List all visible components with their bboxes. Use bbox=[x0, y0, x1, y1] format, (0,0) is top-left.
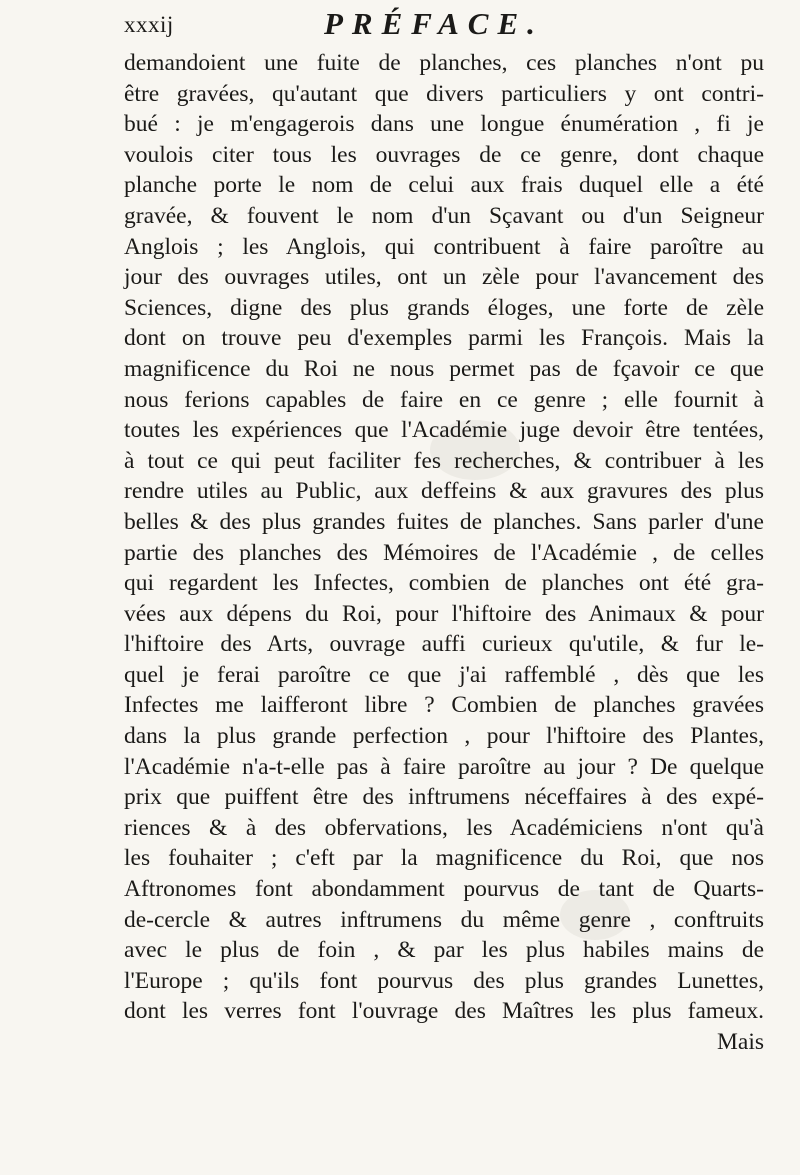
text-line: dont on trouve peu d'exemples parmi les François. Mais la bbox=[124, 325, 764, 352]
text-line: Infectes me laifferont libre ? Combien de planches gravées bbox=[124, 692, 764, 719]
text-line: avec le plus de foin , & par les plus habiles mains de bbox=[124, 937, 764, 964]
text-line: demandoient une fuite de planches, ces planches n'ont pu bbox=[124, 50, 764, 76]
text-line: vées aux dépens du Roi, pour l'hiftoire des Animaux & pour bbox=[124, 600, 764, 627]
text-line: quel je ferai paroître ce que j'ai raffemblé , dès que les bbox=[124, 661, 764, 688]
text-line: Anglois ; les Anglois, qui contribuent à faire paroître au bbox=[124, 233, 764, 260]
text-line: gravée, & fouvent le nom d'un Sçavant ou d'un Seigneur bbox=[124, 202, 764, 229]
text-line: voulois citer tous les ouvrages de ce genre, dont chaque bbox=[124, 141, 764, 168]
text-line: prix que puiffent être des inftrumens néceffaires à des expé- bbox=[124, 784, 764, 811]
text-line: jour des ouvrages utiles, ont un zèle pour l'avancement des bbox=[124, 264, 764, 291]
text-line: dans la plus grande perfection , pour l'hiftoire des Plantes, bbox=[124, 723, 764, 750]
text-line: bué : je m'engagerois dans une longue énumération , fi je bbox=[124, 111, 764, 138]
text-line: planche porte le nom de celui aux frais duquel elle a été bbox=[124, 172, 764, 199]
body-text bbox=[124, 48, 764, 1058]
text-line: nous ferions capables de faire en ce genre ; elle fournit à bbox=[124, 386, 764, 413]
text-line: de-cercle & autres inftrumens du même genre , conftruits bbox=[124, 906, 764, 933]
text-line: Aftronomes font abondamment pourvus de tant de Quarts- bbox=[124, 876, 764, 903]
text-line: magnificence du Roi ne nous permet pas de fçavoir ce que bbox=[124, 355, 764, 382]
text-line: Sciences, digne des plus grands éloges, une forte de zèle bbox=[124, 294, 764, 321]
text-line: dont les verres font l'ouvrage des Maîtres les plus fameux. bbox=[124, 998, 764, 1025]
catchword: Mais bbox=[717, 1029, 764, 1055]
text-line: l'Académie n'a-t-elle pas à faire paroître au jour ? De quelque bbox=[124, 753, 764, 780]
running-title: PRÉFACE. bbox=[324, 6, 544, 41]
page-header bbox=[124, 4, 764, 44]
text-line: l'Europe ; qu'ils font pourvus des plus grandes Lunettes, bbox=[124, 967, 764, 994]
text-line: rendre utiles au Public, aux deffeins & aux gravures des plus bbox=[124, 478, 764, 505]
text-line: qui regardent les Infectes, combien de planches ont été gra- bbox=[124, 570, 764, 597]
text-line: belles & des plus grandes fuites de planches. Sans parler d'une bbox=[124, 508, 764, 535]
text-line: être gravées, qu'autant que divers particuliers y ont contri- bbox=[124, 80, 764, 107]
text-line: partie des planches des Mémoires de l'Académie , de celles bbox=[124, 539, 764, 566]
page-number: xxxij bbox=[124, 12, 174, 37]
text-line: l'hiftoire des Arts, ouvrage auffi curieux qu'utile, & fur le- bbox=[124, 631, 764, 658]
text-line: les fouhaiter ; c'eft par la magnificence du Roi, que nos bbox=[124, 845, 764, 872]
text-line: riences & à des obfervations, les Académiciens n'ont qu'à bbox=[124, 814, 764, 841]
text-line: toutes les expériences que l'Académie juge devoir être tentées, bbox=[124, 417, 764, 444]
text-line: à tout ce qui peut faciliter fes recherches, & contribuer à les bbox=[124, 447, 764, 474]
